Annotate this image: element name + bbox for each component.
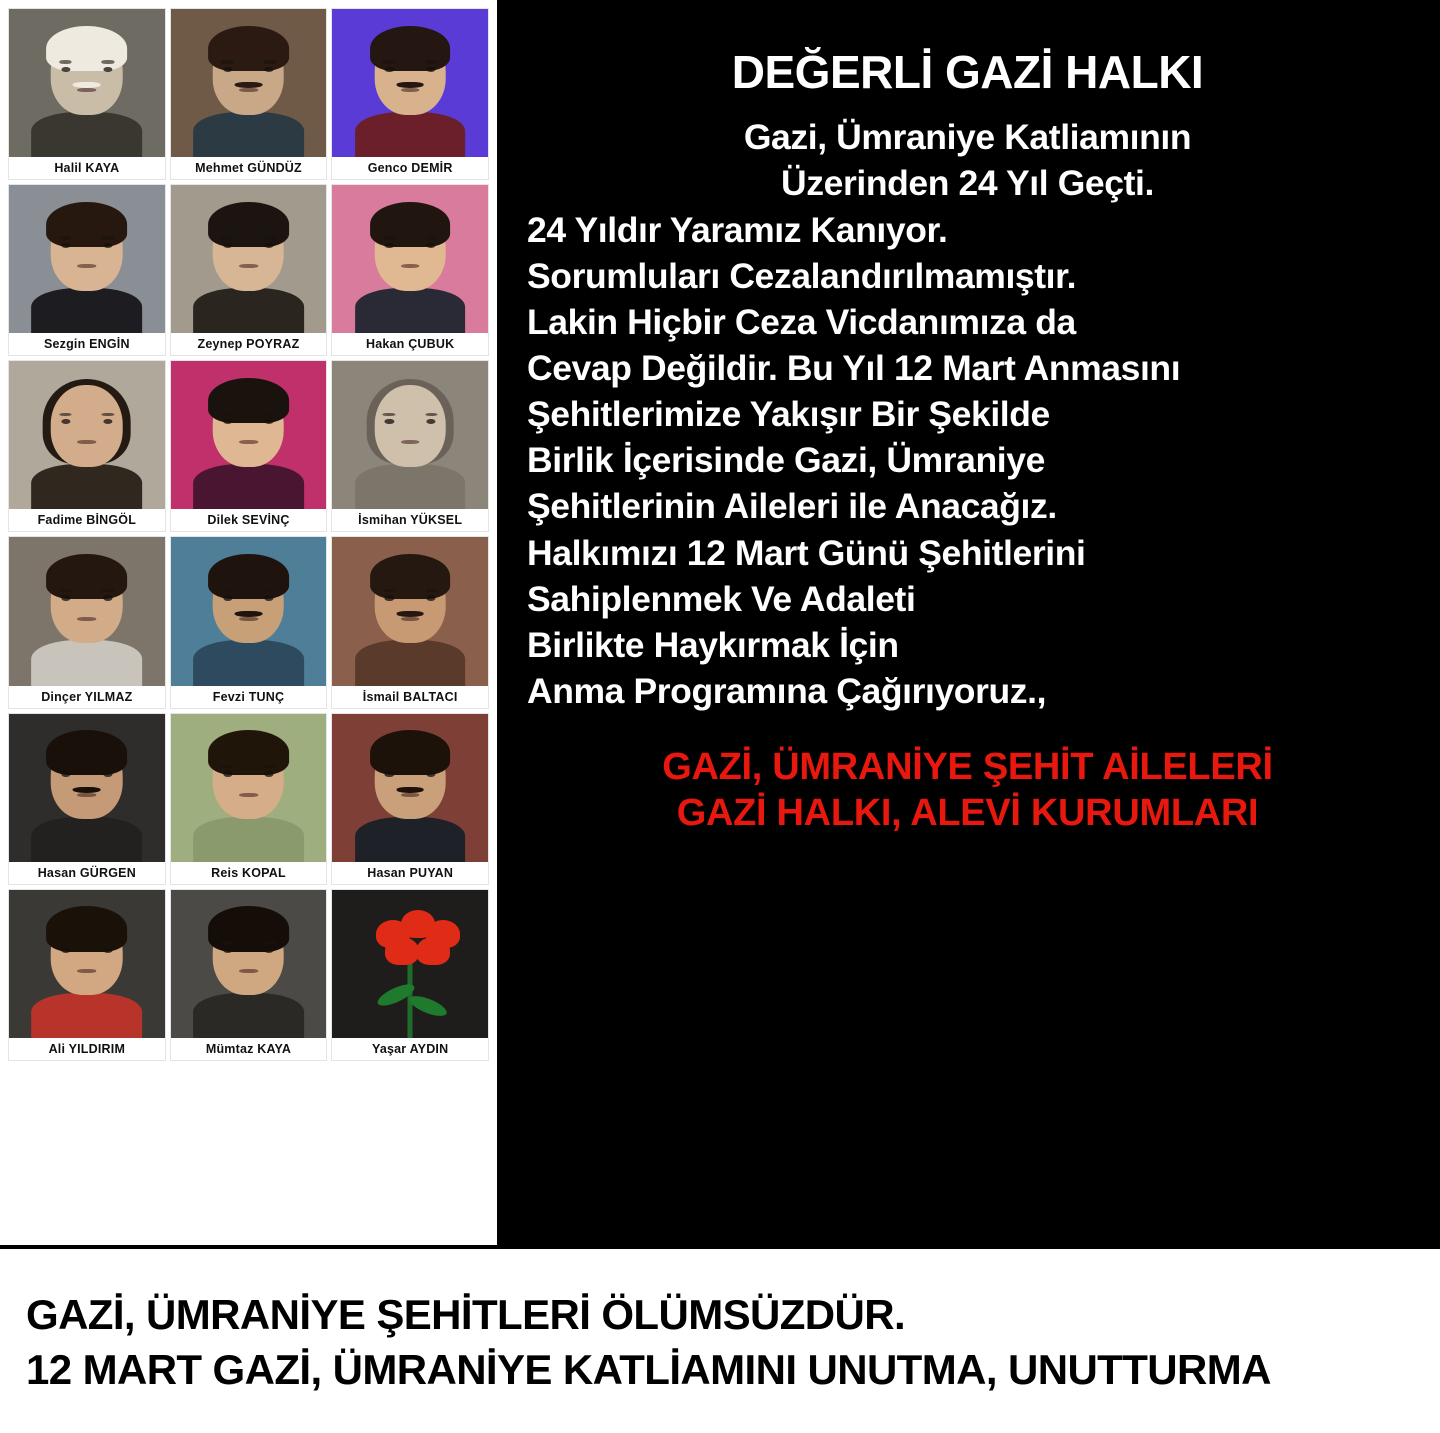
portrait-eye <box>426 243 435 248</box>
portrait-shoulders <box>193 993 304 1038</box>
portrait-hair <box>208 202 289 247</box>
portrait-hair <box>208 730 289 775</box>
poster-body-line: Anma Programına Çağırıyoruz., <box>527 670 1047 711</box>
victim-photo-cell <box>8 536 166 708</box>
poster-body-line: Gazi, Ümraniye Katliamının <box>743 117 1192 158</box>
portrait-eye <box>385 67 394 72</box>
victim-portrait-image <box>171 9 327 179</box>
victim-name-label: İsmail BALTACI <box>332 686 488 708</box>
banner-line: 12 MART GAZİ, ÜMRANİYE KATLİAMINI UNUTMA, UNUTTURMA <box>26 1346 1271 1393</box>
portrait-shoulders <box>355 112 466 157</box>
victim-portrait-image <box>171 537 327 707</box>
victim-photo-cell <box>331 713 489 885</box>
poster-body-line: Cevap Değildir. Bu Yıl 12 Mart Anmasını <box>527 348 1181 388</box>
portrait-hair <box>370 554 451 599</box>
victim-photo-cell <box>170 360 328 532</box>
portrait-figure <box>353 377 468 510</box>
poster-body-line: 24 Yıldır Yaramız Kanıyor. <box>527 209 948 250</box>
portrait-figure <box>353 729 468 862</box>
portrait-shoulders <box>193 112 304 157</box>
portrait-eye <box>103 771 112 776</box>
portrait-hair <box>47 202 128 247</box>
victim-portrait-image <box>9 714 165 884</box>
portrait-mouth <box>78 264 96 268</box>
portrait-mouth <box>78 617 96 621</box>
portrait-figure <box>191 553 306 686</box>
portrait-eyebrow <box>59 413 72 416</box>
portrait-figure <box>191 201 306 334</box>
victim-name-label: Hakan ÇUBUK <box>332 333 488 355</box>
portrait-eye <box>103 419 112 424</box>
portrait-mouth <box>239 440 257 444</box>
portrait-eyebrow <box>221 60 234 63</box>
portrait-eyebrow <box>383 60 396 63</box>
portrait-eye <box>103 595 112 600</box>
victim-portrait-image <box>332 185 488 355</box>
victim-photo-cell <box>8 8 166 180</box>
portrait-shoulders <box>32 817 143 862</box>
portrait-mouth <box>239 617 257 621</box>
portrait-eye <box>265 419 274 424</box>
portrait-figure <box>29 377 144 510</box>
portrait-eyebrow <box>59 765 72 768</box>
portrait-hair <box>208 554 289 599</box>
victim-portrait-image <box>332 537 488 707</box>
portrait-mouth <box>401 88 419 92</box>
poster-text-column <box>497 0 1440 1245</box>
portrait-eye <box>103 243 112 248</box>
portrait-eye <box>61 419 70 424</box>
portrait-shoulders <box>355 817 466 862</box>
victim-name-label: Fevzi TUNÇ <box>171 686 327 708</box>
victim-name-label: Ali YILDIRIM <box>9 1038 165 1060</box>
victim-name-label: Mehmet GÜNDÜZ <box>171 157 327 179</box>
victim-name-label: Mümtaz KAYA <box>171 1038 327 1060</box>
portrait-hair <box>208 378 289 423</box>
portrait-figure <box>29 201 144 334</box>
victim-portrait-image <box>9 361 165 531</box>
poster-body-line: Sorumluları Cezalandırılmamıştır. <box>527 255 1077 296</box>
victim-portrait-image <box>171 714 327 884</box>
portrait-mouth <box>239 969 257 973</box>
portrait-eyebrow <box>221 765 234 768</box>
portrait-shoulders <box>193 464 304 509</box>
portrait-mouth <box>239 88 257 92</box>
poster-body-line: Şehitlerimize Yakışır Bir Şekilde <box>527 394 1050 435</box>
portrait-shoulders <box>193 640 304 685</box>
victim-name-label: Dinçer YILMAZ <box>9 686 165 708</box>
portrait-hair <box>47 26 128 71</box>
portrait-eye <box>426 419 435 424</box>
poster-body-line: Üzerinden 24 Yıl Geçti. <box>781 163 1154 204</box>
victim-portrait-image <box>9 537 165 707</box>
portrait-figure <box>29 553 144 686</box>
poster-body-line: Şehitlerinin Aileleri ile Anacağız. <box>527 486 1057 527</box>
portrait-shoulders <box>32 464 143 509</box>
portrait-figure <box>29 729 144 862</box>
victim-photo-cell <box>170 713 328 885</box>
portrait-eye <box>223 771 232 776</box>
bottom-banner <box>0 1245 1440 1433</box>
portrait-eye <box>265 771 274 776</box>
portrait-shoulders <box>32 993 143 1038</box>
portrait-eye <box>223 948 232 953</box>
victim-name-label: Hasan PUYAN <box>332 862 488 884</box>
portrait-mouth <box>78 440 96 444</box>
portrait-eyebrow <box>383 236 396 239</box>
portrait-eye <box>385 595 394 600</box>
portrait-mouth <box>78 88 96 92</box>
victim-photo-cell <box>170 889 328 1061</box>
victim-photo-cell <box>331 8 489 180</box>
portrait-eye <box>223 595 232 600</box>
poster-body-line: Sahiplenmek Ve Adaleti <box>527 578 916 619</box>
portrait-mouth <box>401 440 419 444</box>
portrait-shoulders <box>355 464 466 509</box>
portrait-shoulders <box>32 112 143 157</box>
portrait-mouth <box>401 264 419 268</box>
victim-name-label: Reis KOPAL <box>171 862 327 884</box>
flower-petal <box>416 937 450 965</box>
portrait-figure <box>191 905 306 1038</box>
victim-photo-cell <box>331 889 489 1061</box>
portrait-eyebrow <box>59 236 72 239</box>
victim-photo-cell <box>331 360 489 532</box>
victim-portrait-image <box>332 9 488 179</box>
portrait-hair <box>370 26 451 71</box>
portrait-eye <box>385 243 394 248</box>
portrait-eye <box>223 419 232 424</box>
victim-name-label: Genco DEMİR <box>332 157 488 179</box>
victim-photo-grid <box>0 0 497 1245</box>
poster-body-line: Lakin Hiçbir Ceza Vicdanımıza da <box>527 301 1076 342</box>
portrait-hair <box>47 730 128 775</box>
portrait-shoulders <box>355 288 466 333</box>
victim-photo-cell <box>331 184 489 356</box>
portrait-mouth <box>239 793 257 797</box>
flower-petal <box>385 937 419 965</box>
portrait-eye <box>265 243 274 248</box>
page-title: DEĞERLİ GAZİ HALKI <box>731 46 1204 98</box>
banner-line: GAZİ, ÜMRANİYE ŞEHİTLERİ ÖLÜMSÜZDÜR. <box>26 1291 906 1339</box>
portrait-eyebrow <box>383 765 396 768</box>
poster-body-text <box>527 114 1408 714</box>
victim-portrait-image <box>332 714 488 884</box>
portrait-mouth <box>78 793 96 797</box>
poster-signature-line: GAZİ HALKI, ALEVİ KURUMLARI <box>676 792 1259 835</box>
portrait-figure <box>353 553 468 686</box>
portrait-eyebrow <box>59 589 72 592</box>
portrait-hair <box>208 26 289 71</box>
poster-body-line: Halkımızı 12 Mart Günü Şehitlerini <box>527 532 1086 573</box>
portrait-figure <box>191 729 306 862</box>
victim-name-label: Fadime BİNGÖL <box>9 509 165 531</box>
portrait-eye <box>385 771 394 776</box>
portrait-figure <box>191 24 306 157</box>
portrait-eyebrow <box>383 589 396 592</box>
portrait-eye <box>385 419 394 424</box>
victim-portrait-image <box>9 185 165 355</box>
portrait-figure <box>29 24 144 157</box>
victim-portrait-image <box>171 361 327 531</box>
victim-portrait-image <box>171 185 327 355</box>
portrait-mouth <box>239 264 257 268</box>
portrait-eye <box>103 948 112 953</box>
poster-signature <box>527 744 1408 837</box>
portrait-eyebrow <box>59 60 72 63</box>
victim-portrait-image <box>9 9 165 179</box>
portrait-shoulders <box>32 640 143 685</box>
portrait-eye <box>223 67 232 72</box>
portrait-eyebrow <box>221 941 234 944</box>
portrait-shoulders <box>193 817 304 862</box>
portrait-eye <box>223 243 232 248</box>
portrait-hair <box>47 906 128 951</box>
victim-portrait-image <box>9 890 165 1060</box>
victim-photo-cell <box>170 184 328 356</box>
portrait-shoulders <box>32 288 143 333</box>
portrait-eye <box>61 243 70 248</box>
portrait-eye <box>265 595 274 600</box>
poster-body-line: Birlikte Haykırmak İçin <box>527 624 899 665</box>
portrait-eye <box>426 771 435 776</box>
portrait-eye <box>265 948 274 953</box>
flower-leaf <box>406 992 448 1020</box>
victim-photo-cell <box>8 889 166 1061</box>
victim-photo-cell <box>170 8 328 180</box>
portrait-figure <box>29 905 144 1038</box>
portrait-eyebrow <box>221 236 234 239</box>
victim-name-label: Dilek SEVİNÇ <box>171 509 327 531</box>
portrait-hair <box>370 730 451 775</box>
portrait-eye <box>61 67 70 72</box>
victim-name-label: Zeynep POYRAZ <box>171 333 327 355</box>
portrait-eye <box>61 948 70 953</box>
victim-portrait-image <box>171 890 327 1060</box>
victim-photo-cell <box>331 536 489 708</box>
portrait-eye <box>61 595 70 600</box>
portrait-hair <box>208 906 289 951</box>
victim-name-label: Halil KAYA <box>9 157 165 179</box>
victim-name-label: Sezgin ENGİN <box>9 333 165 355</box>
portrait-shoulders <box>355 640 466 685</box>
victim-name-label: İsmihan YÜKSEL <box>332 509 488 531</box>
portrait-figure <box>353 201 468 334</box>
portrait-shoulders <box>193 288 304 333</box>
portrait-eye <box>61 771 70 776</box>
portrait-eye <box>103 67 112 72</box>
poster-body-line: Birlik İçerisinde Gazi, Ümraniye <box>527 440 1045 481</box>
portrait-eye <box>426 595 435 600</box>
portrait-eyebrow <box>221 589 234 592</box>
portrait-hair <box>370 202 451 247</box>
portrait-mouth <box>401 617 419 621</box>
portrait-figure <box>353 24 468 157</box>
victim-portrait-image <box>332 890 488 1060</box>
poster-signature-line: GAZİ, ÜMRANİYE ŞEHİT AİLELERİ <box>662 746 1273 789</box>
portrait-figure <box>191 377 306 510</box>
victim-photo-cell <box>8 184 166 356</box>
victim-name-label: Hasan GÜRGEN <box>9 862 165 884</box>
victim-photo-cell <box>170 536 328 708</box>
victim-photo-cell <box>8 360 166 532</box>
victim-name-label: Yaşar AYDIN <box>332 1038 488 1060</box>
portrait-eyebrow <box>59 941 72 944</box>
portrait-eye <box>426 67 435 72</box>
victim-portrait-image <box>332 361 488 531</box>
portrait-mouth <box>401 793 419 797</box>
portrait-eyebrow <box>383 413 396 416</box>
portrait-eye <box>265 67 274 72</box>
victim-photo-cell <box>8 713 166 885</box>
portrait-eyebrow <box>221 413 234 416</box>
portrait-mouth <box>78 969 96 973</box>
portrait-hair <box>47 554 128 599</box>
